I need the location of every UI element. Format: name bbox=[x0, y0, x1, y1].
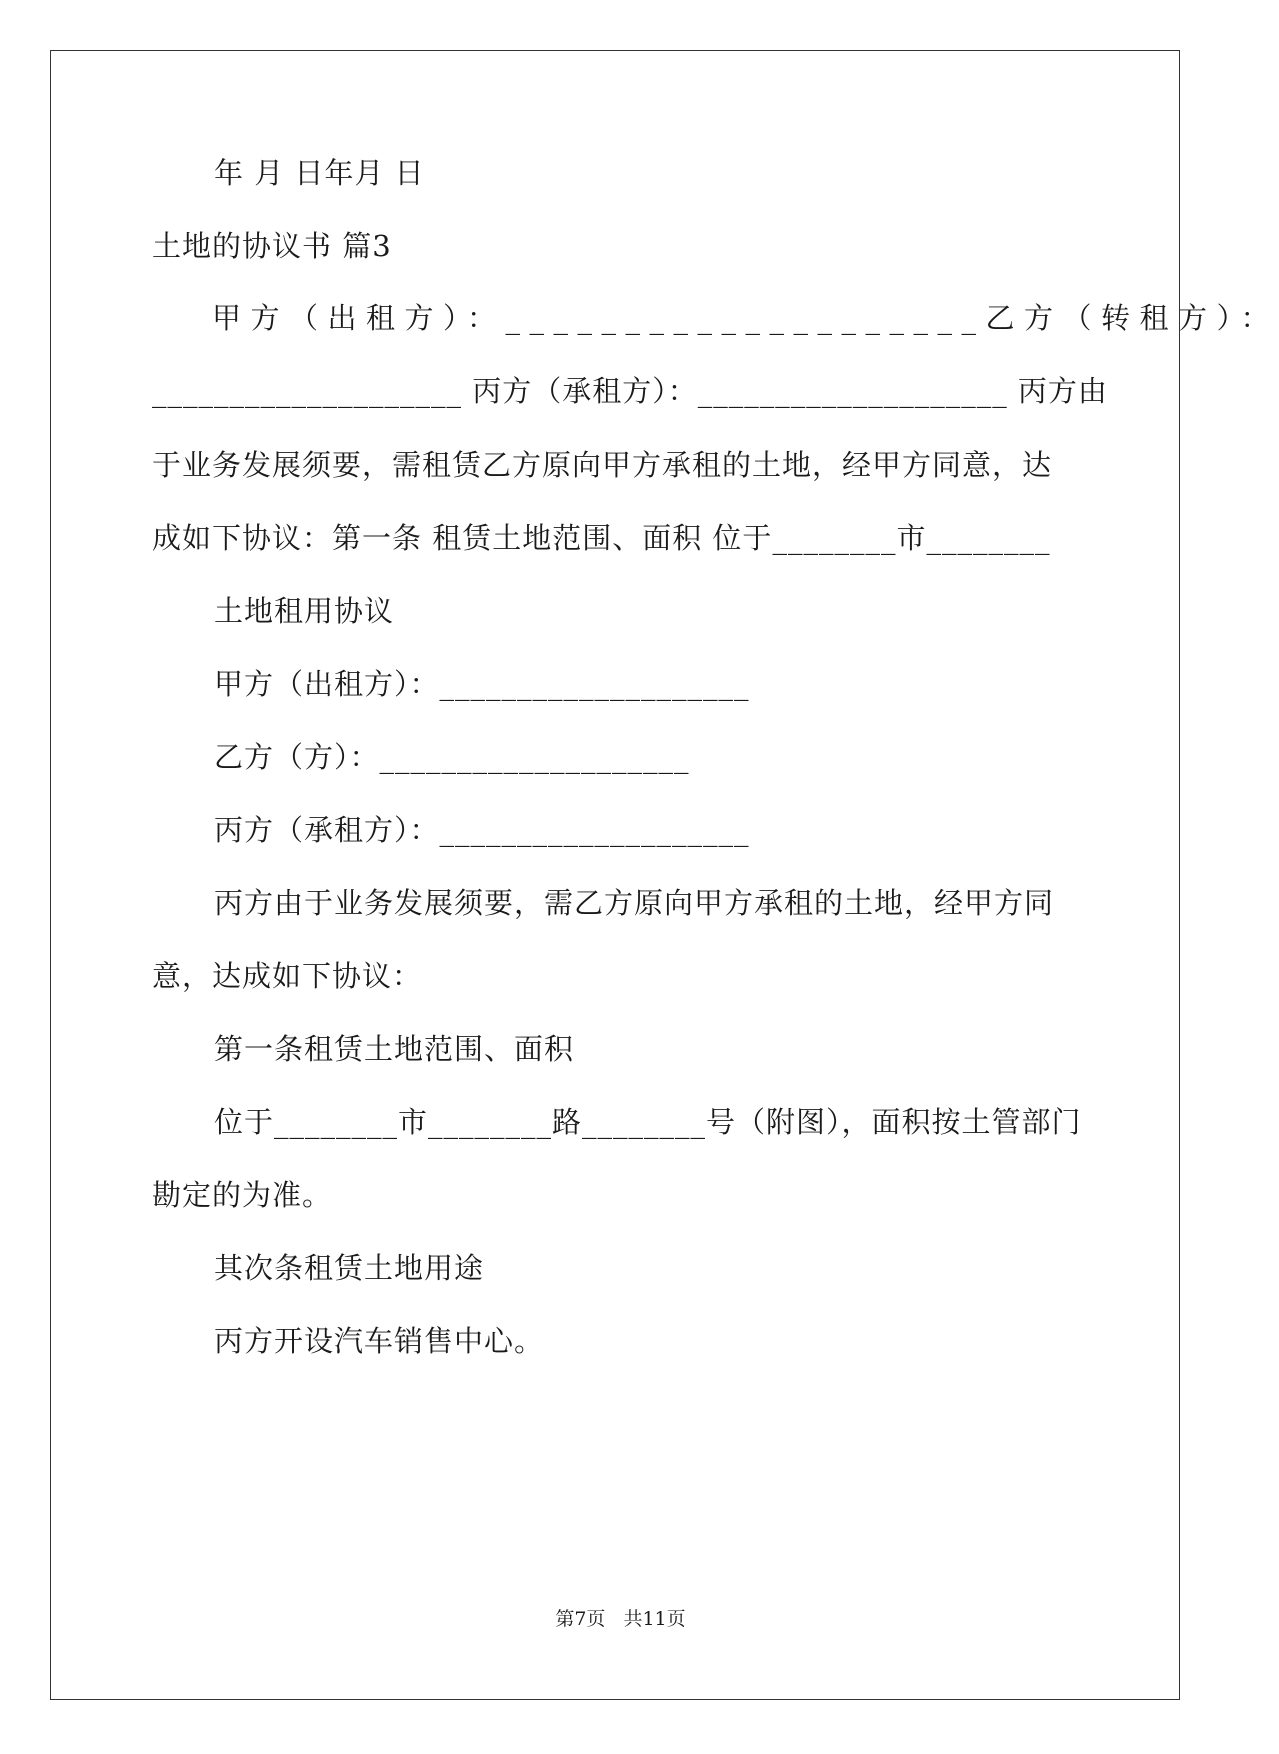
parties-line-2: ____________________ 丙方（承租方）：____________________ 丙方由 bbox=[152, 374, 1108, 408]
paragraph-line: 位于________市________路________号（附图），面积按土管部门 bbox=[214, 1105, 1082, 1139]
subtitle: 土地租用协议 bbox=[214, 594, 395, 628]
paragraph-line: 丙方开设汽车销售中心。 bbox=[214, 1324, 545, 1358]
party-c-field: 丙方（承租方）：____________________ bbox=[214, 813, 750, 847]
paragraph-line: 意，达成如下协议： bbox=[152, 959, 423, 993]
party-a-field: 甲方（出租方）：____________________ bbox=[212, 301, 986, 335]
party-a-field: 甲方（出租方）：____________________ bbox=[214, 667, 750, 701]
page-number: 第7页 bbox=[555, 1608, 606, 1630]
article-heading: 其次条租赁土地用途 bbox=[214, 1251, 485, 1285]
paragraph-line: 勘定的为准。 bbox=[152, 1178, 333, 1212]
parties-line-1 bbox=[152, 298, 1279, 338]
section-title: 土地的协议书 篇3 bbox=[152, 229, 392, 263]
paragraph-line: 于业务发展须要，需租赁乙方原向甲方承租的土地，经甲方同意，达 bbox=[152, 448, 1053, 482]
date-line: 年 月 日年月 日 bbox=[214, 156, 425, 190]
page-footer bbox=[0, 1606, 1241, 1632]
paragraph-line: 丙方由于业务发展须要，需乙方原向甲方承租的土地，经甲方同 bbox=[214, 886, 1055, 920]
party-b-field: 乙方（方）：____________________ bbox=[214, 740, 690, 774]
page-total: 共11页 bbox=[623, 1608, 686, 1630]
article-heading: 第一条租赁土地范围、面积 bbox=[214, 1032, 575, 1066]
paragraph-line: 成如下协议：第一条 租赁土地范围、面积 位于________市________ bbox=[152, 521, 1051, 555]
party-b-label: 乙方（转租方）： bbox=[985, 301, 1279, 335]
